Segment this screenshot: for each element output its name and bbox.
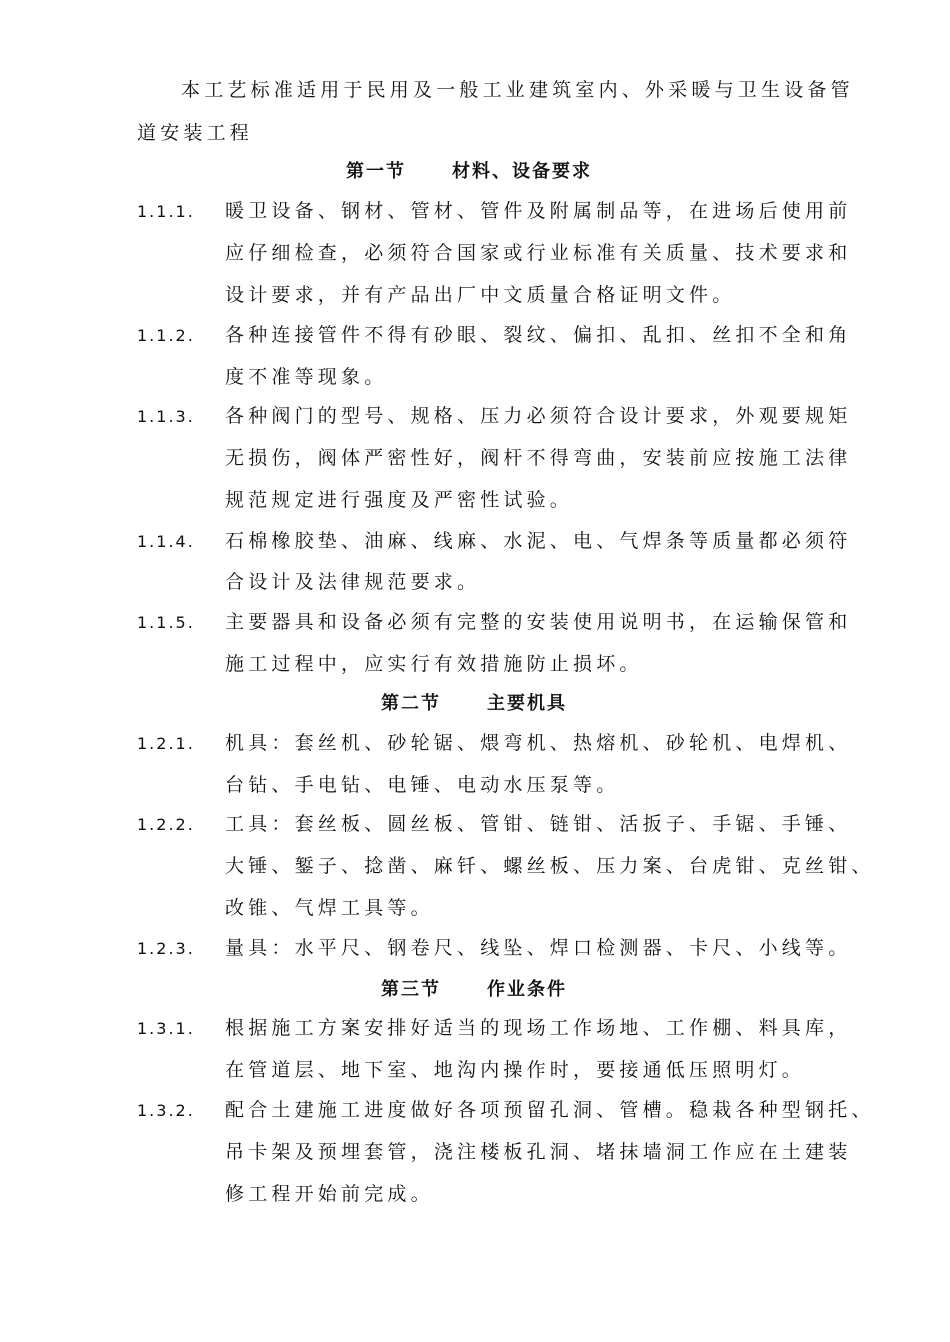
item-line: 台钻、手电钻、电锤、电动水压泵等。 — [225, 774, 620, 796]
item-line: 合设计及法律规范要求。 — [225, 571, 481, 593]
section-title: 作业条件 — [487, 979, 567, 1000]
item-line: 机具：套丝机、砂轮锯、煨弯机、热熔机、砂轮机、电焊机、 — [225, 732, 852, 754]
section-number: 第二节 — [381, 693, 441, 714]
item-number: 1.1.3. — [137, 407, 195, 426]
item-line: 石棉橡胶垫、油麻、线麻、水泥、电、气焊条等质量都必须符 — [225, 530, 852, 552]
item-line: 各种连接管件不得有砂眼、裂纹、偏扣、乱扣、丝扣不全和角 — [225, 324, 852, 346]
section-number: 第三节 — [381, 979, 441, 1000]
item-line: 设计要求，并有产品出厂中文质量合格证明文件。 — [225, 284, 736, 306]
intro-line-2: 道安装工程 — [137, 122, 254, 144]
section-heading-2 — [381, 692, 567, 716]
section-title: 材料、设备要求 — [452, 161, 592, 182]
item-number: 1.2.3. — [137, 939, 195, 958]
item-line: 修工程开始前完成。 — [225, 1183, 434, 1205]
item-number: 1.3.1. — [137, 1019, 195, 1038]
section-heading-3 — [381, 978, 567, 1002]
item-line: 在管道层、地下室、地沟内操作时，要接通低压照明灯。 — [225, 1059, 806, 1081]
item-number: 1.2.2. — [137, 815, 195, 834]
item-line: 改锥、气焊工具等。 — [225, 897, 434, 919]
item-line: 配合土建施工进度做好各项预留孔洞、管槽。稳栽各种型钢托、 — [225, 1099, 875, 1121]
section-title: 主要机具 — [487, 693, 567, 714]
item-line: 应仔细检查，必须符合国家或行业标准有关质量、技术要求和 — [225, 242, 852, 264]
item-number: 1.2.1. — [137, 734, 195, 753]
item-line: 无损伤，阀体严密性好，阀杆不得弯曲，安装前应按施工法律 — [225, 447, 852, 469]
item-number: 1.1.5. — [137, 613, 195, 632]
item-number: 1.3.2. — [137, 1101, 195, 1120]
item-number: 1.1.4. — [137, 532, 195, 551]
intro-line-1: 本工艺标准适用于民用及一般工业建筑室内、外采暖与卫生设备管 — [181, 79, 854, 101]
item-line: 施工过程中，应实行有效措施防止损坏。 — [225, 653, 643, 675]
item-line: 暖卫设备、钢材、管材、管件及附属制品等，在进场后使用前 — [225, 200, 852, 222]
item-line: 各种阀门的型号、规格、压力必须符合设计要求，外观要规矩 — [225, 405, 852, 427]
item-line: 工具：套丝板、圆丝板、管钳、链钳、活扳子、手锯、手锤、 — [225, 813, 852, 835]
item-line: 吊卡架及预埋套管，浇注楼板孔洞、堵抹墙洞工作应在土建装 — [225, 1141, 852, 1163]
item-line: 大锤、錾子、捻凿、麻钎、螺丝板、压力案、台虎钳、克丝钳、 — [225, 855, 875, 877]
item-number: 1.1.2. — [137, 326, 195, 345]
section-heading-1 — [346, 160, 592, 184]
item-number: 1.1.1. — [137, 202, 195, 221]
item-line: 规范规定进行强度及严密性试验。 — [225, 489, 574, 511]
item-line: 根据施工方案安排好适当的现场工作场地、工作棚、料具库， — [225, 1017, 852, 1039]
item-line: 量具：水平尺、钢卷尺、线坠、焊口检测器、卡尺、小线等。 — [225, 937, 852, 959]
item-line: 度不准等现象。 — [225, 366, 388, 388]
item-line: 主要器具和设备必须有完整的安装使用说明书，在运输保管和 — [225, 611, 852, 633]
section-number: 第一节 — [346, 161, 406, 182]
